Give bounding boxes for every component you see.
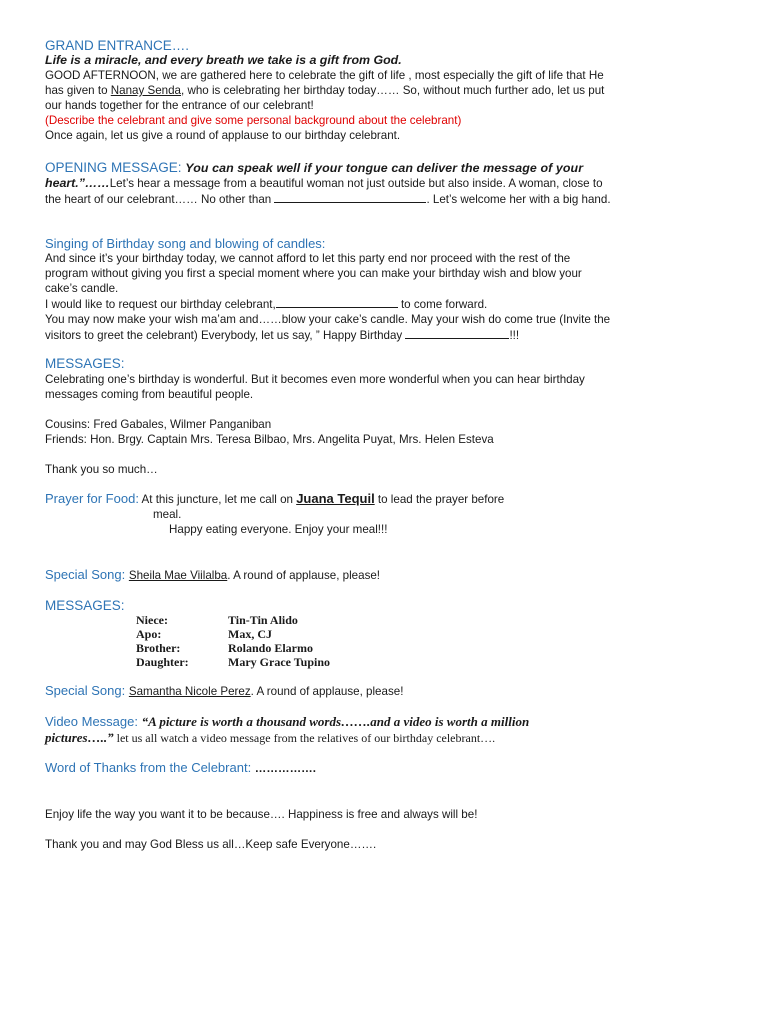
cousins-line: Cousins: Fred Gabales, Wilmer Panganiban (45, 418, 272, 431)
grand-entrance-instruction: (Describe the celebrant and give some personal background about the celebrant) (45, 114, 462, 127)
opening-line1: OPENING MESSAGE: You can speak well if your tongue can deliver the message of your (45, 160, 584, 175)
grand-entrance-section (45, 38, 735, 143)
grand-entrance-line3: our hands together for the entrance of our celebrant! (45, 99, 314, 112)
prayer-leader-name: Juana Tequil (296, 491, 375, 506)
message-row-niece: Niece: Tin-Tin Alido (136, 613, 298, 627)
singing-line1: And since it’s your birthday today, we cannot afford to let this party end nor proceed with the rest of the (45, 252, 571, 265)
video-section (45, 714, 735, 746)
opening-heading: OPENING MESSAGE (45, 160, 178, 175)
prayer-line1: Prayer for Food: At this juncture, let me call on Juana Tequil to lead the prayer before (45, 491, 505, 506)
singing-line6: visitors to greet the celebrant) Everybody, let us say, ” Happy Birthday !!! (45, 329, 520, 342)
thanks-line: Thank you so much… (45, 463, 158, 476)
thanks-dots: ……………. (254, 762, 316, 775)
opening-line2: heart.”……Let’s hear a message from a beautiful woman not just outside but also inside. A woman, close to (45, 176, 603, 190)
special-song-heading-1: Special Song (45, 567, 122, 582)
special-song-section-2 (45, 683, 735, 699)
prayer-line3: Happy eating everyone. Enjoy your meal!!! (169, 523, 388, 536)
message-row-daughter: Daughter: Mary Grace Tupino (136, 655, 331, 669)
grand-entrance-line1: GOOD AFTERNOON, we are gathered here to celebrate the gift of life , most especially the gift of life that He (45, 69, 604, 82)
closing-section (45, 807, 735, 852)
prayer-heading: Prayer for Food (45, 491, 136, 506)
prayer-section (45, 491, 735, 537)
video-line1: Video Message: “A picture is worth a thousand words…….and a video is worth a million (45, 714, 530, 729)
closing-line2: Thank you and may God Bless us all…Keep safe Everyone……. (45, 838, 377, 851)
grand-entrance-line4: Once again, let us give a round of applause to our birthday celebrant. (45, 129, 401, 142)
opening-section (45, 160, 735, 207)
thanks-heading-line: Word of Thanks from the Celebrant: ……………. (45, 760, 316, 775)
video-line2: pictures…..” let us all watch a video message from the relatives of our birthday celebrant…. (45, 730, 496, 745)
celebrant-name: Nanay Senda (110, 84, 182, 97)
friends-line: Friends: Hon. Brgy. Captain Mrs. Teresa Bilbao, Mrs. Angelita Puyat, Mrs. Helen Esteva (45, 433, 494, 446)
blank-line (405, 327, 509, 339)
special-song-singer-1: Sheila Mae Viilalba (128, 569, 228, 582)
thanks-section (45, 760, 735, 776)
grand-entrance-quote: Life is a miracle, and every breath we take is a gift from God. (45, 53, 402, 67)
grand-entrance-heading: GRAND ENTRANCE…. (45, 38, 190, 53)
video-heading: Video Message (45, 714, 135, 729)
messages-line2: messages coming from beautiful people. (45, 388, 254, 401)
messages-heading-line: MESSAGES: (45, 356, 125, 371)
thanks-heading: Word of Thanks from the Celebrant (45, 760, 248, 775)
singing-line5: You may now make your wish ma’am and……blow your cake’s candle. May your wish do come true (Invite the (45, 313, 611, 326)
singing-line3: cake’s candle. (45, 282, 119, 295)
singing-line2: program without giving you first a special moment where you can make your birthday wish and blow your (45, 267, 582, 280)
video-quote: “A picture is worth a thousand words…….and a video is worth a million (141, 714, 530, 729)
singing-heading: Singing of Birthday song and blowing of candles: (45, 236, 326, 251)
blank-line (274, 191, 426, 203)
messages-line1: Celebrating one’s birthday is wonderful. But it becomes even more wonderful when you can hear birthday (45, 373, 585, 386)
prayer-line2: meal. (153, 508, 182, 521)
messages-heading: MESSAGES (45, 356, 121, 371)
singing-section (45, 236, 735, 343)
blank-line (276, 296, 398, 308)
messages-section-2: MESSAGES: (45, 598, 125, 613)
special-song-singer-2: Samantha Nicole Perez (128, 685, 251, 698)
special-song-section-1 (45, 567, 735, 583)
special-song-heading-2: Special Song (45, 683, 122, 698)
messages-section (45, 356, 735, 477)
singing-line4: I would like to request our birthday celebrant, to come forward. (45, 298, 488, 311)
special-song-line-1: Special Song: Sheila Mae Viilalba. A round of applause, please! (45, 567, 381, 582)
grand-entrance-line2: has given to Nanay Senda, who is celebrating her birthday today…… So, without much further ado, let us put (45, 84, 605, 97)
special-song-line-2: Special Song: Samantha Nicole Perez. A round of applause, please! (45, 683, 404, 698)
message-row-brother: Brother: Rolando Elarmo (136, 641, 314, 655)
opening-line3: the heart of our celebrant…… No other than . Let’s welcome her with a big hand. (45, 193, 611, 206)
messages-heading-2: MESSAGES (45, 598, 121, 613)
opening-quote: You can speak well if your tongue can deliver the message of your (185, 161, 584, 175)
message-row-apo: Apo: Max, CJ (136, 627, 272, 641)
closing-line1: Enjoy life the way you want it to be because…. Happiness is free and always will be! (45, 808, 478, 821)
